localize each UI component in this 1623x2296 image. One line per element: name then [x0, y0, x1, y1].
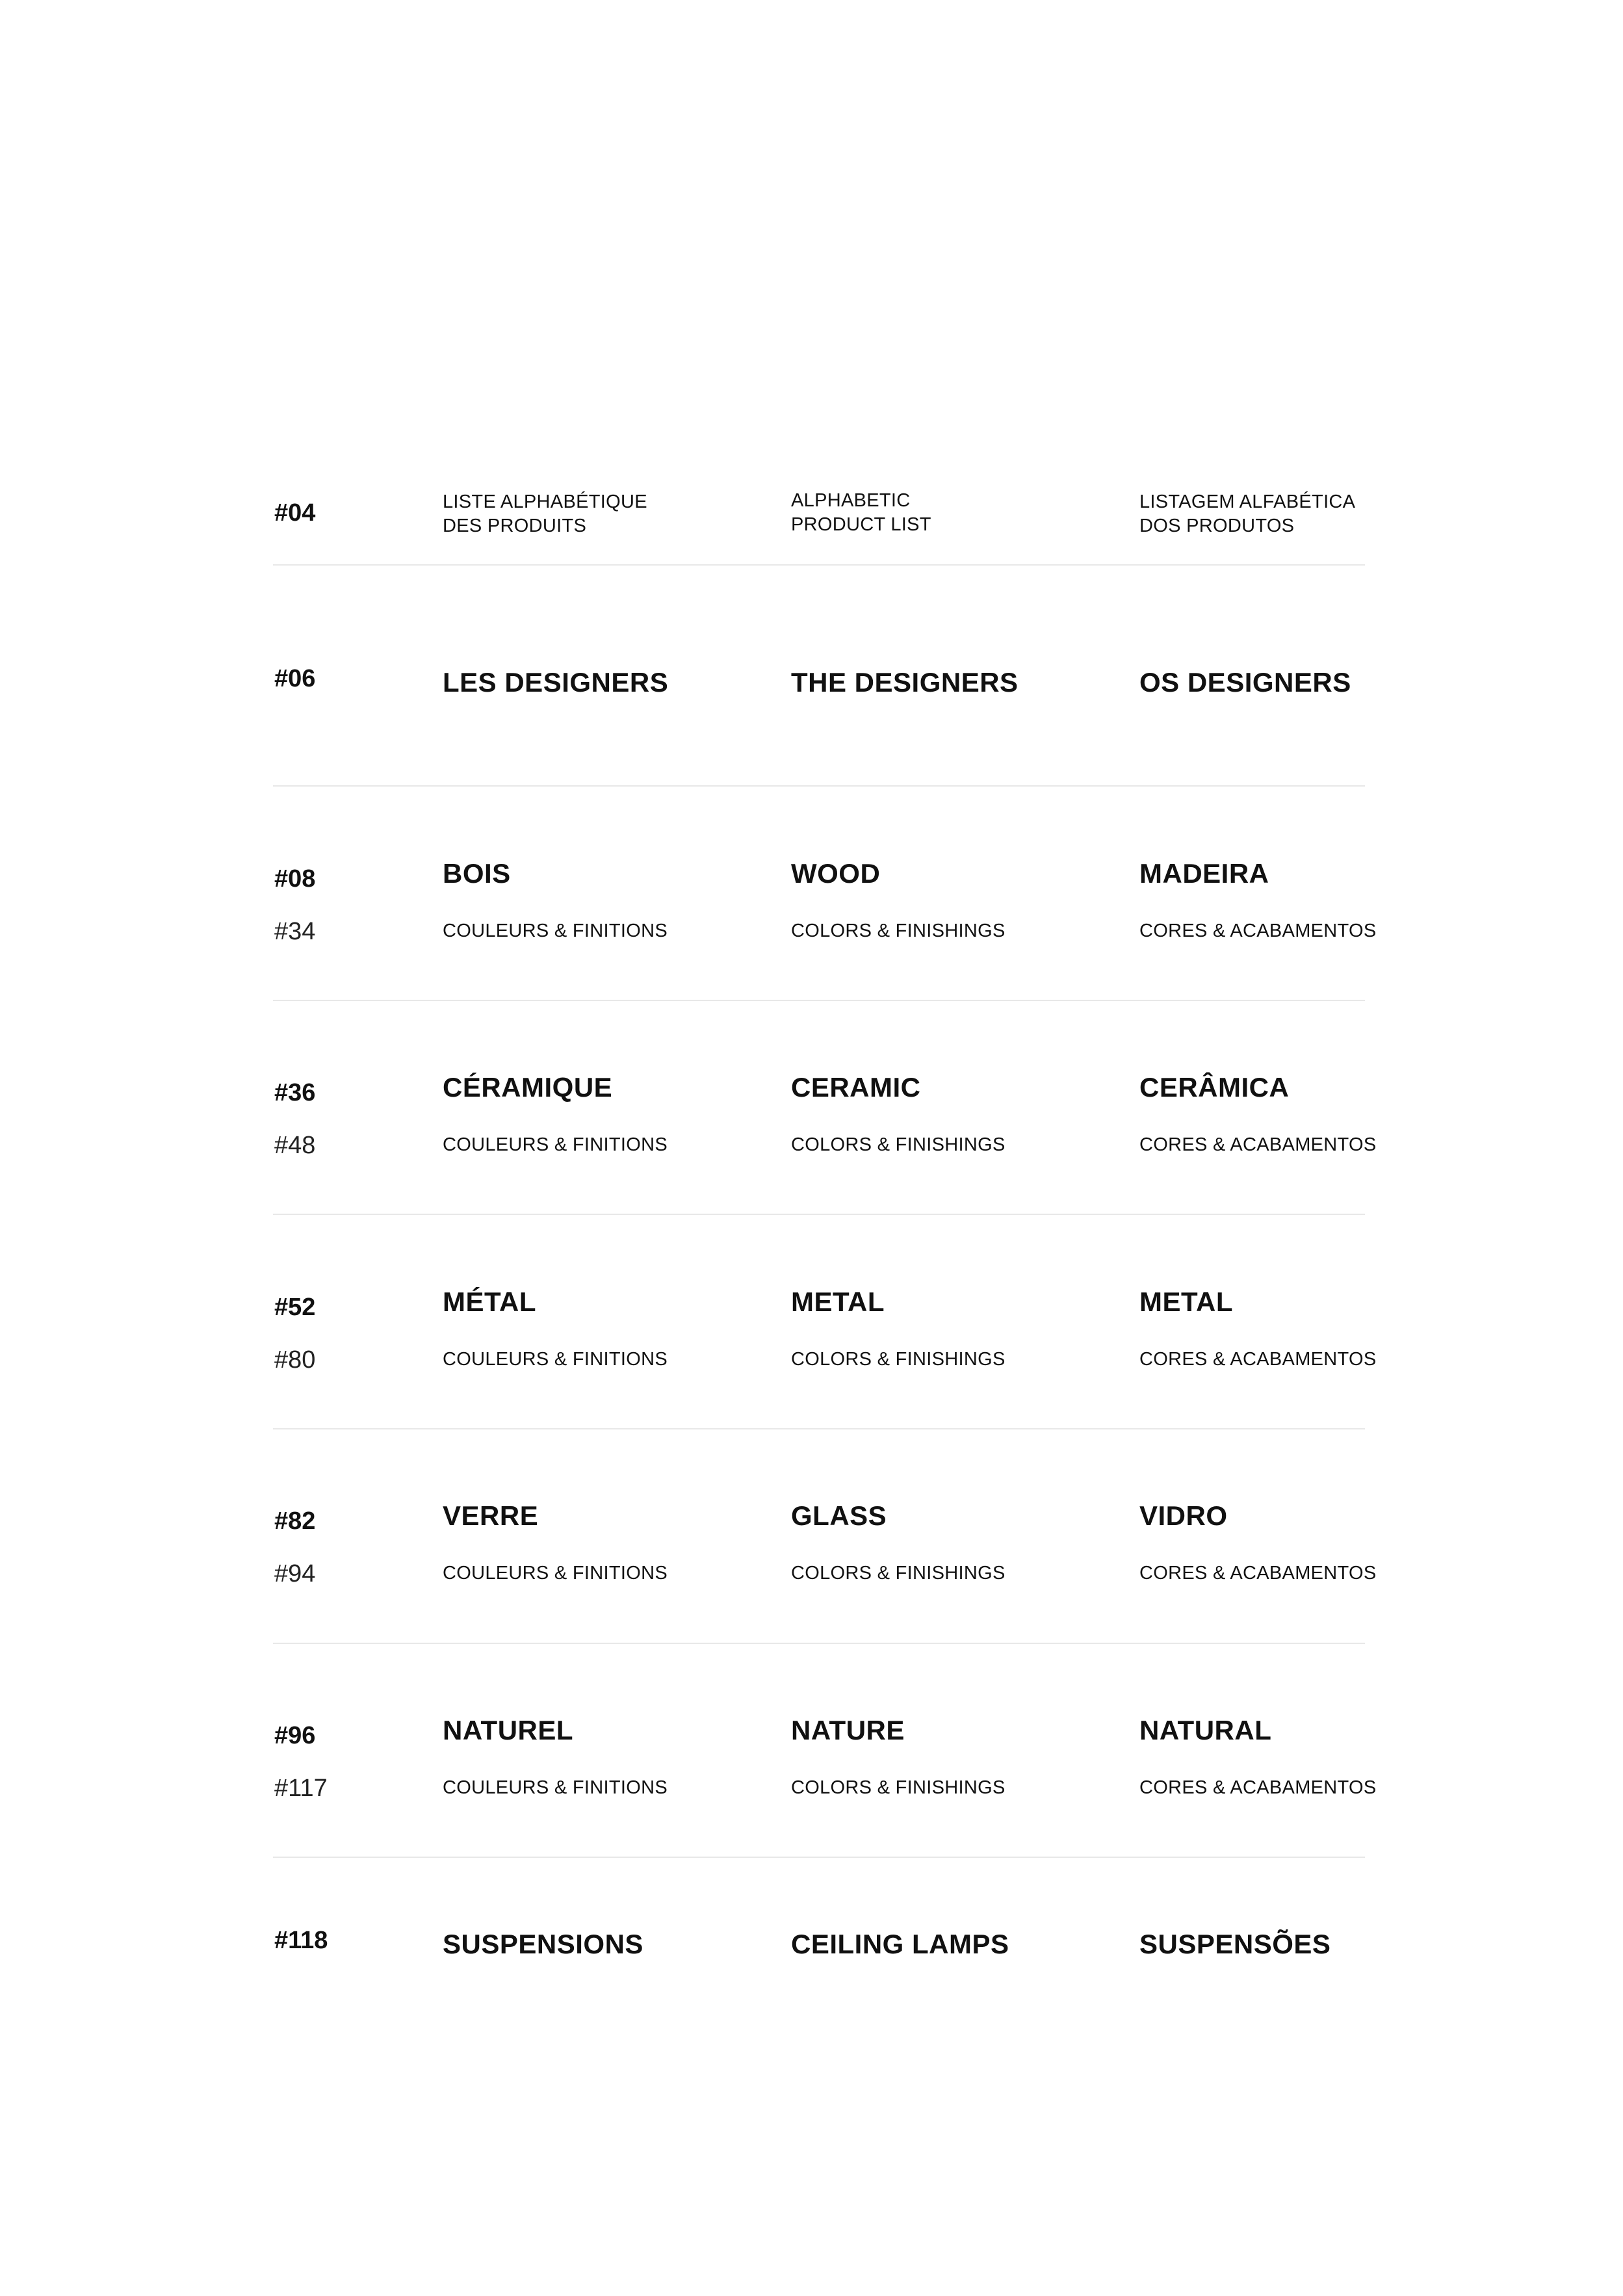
- title-en: [791, 489, 931, 537]
- subtitle-fr: COULEURS & FINITIONS: [443, 920, 668, 941]
- title-pt: SUSPENSÕES: [1139, 1929, 1331, 1959]
- title-en-line-2: PRODUCT LIST: [791, 514, 931, 535]
- divider: [273, 564, 1365, 566]
- title-fr-line-2: DES PRODUITS: [443, 515, 587, 536]
- divider: [273, 1643, 1365, 1644]
- title-fr: CÉRAMIQUE: [443, 1072, 613, 1102]
- divider: [273, 785, 1365, 787]
- subtitle-pt: CORES & ACABAMENTOS: [1139, 920, 1377, 941]
- subtitle-fr: COULEURS & FINITIONS: [443, 1349, 668, 1370]
- sub-page-number: #48: [274, 1132, 316, 1159]
- page-number: #96: [274, 1722, 316, 1749]
- title-pt: METAL: [1139, 1286, 1234, 1317]
- title-en: NATURE: [791, 1715, 905, 1745]
- title-fr: NATUREL: [443, 1715, 574, 1745]
- title-fr: MÉTAL: [443, 1286, 537, 1317]
- title-fr: BOIS: [443, 858, 511, 889]
- title-fr: LES DESIGNERS: [443, 667, 669, 698]
- title-pt: MADEIRA: [1139, 858, 1269, 889]
- title-pt: OS DESIGNERS: [1139, 667, 1351, 698]
- title-en: THE DESIGNERS: [791, 667, 1019, 698]
- divider: [273, 1000, 1365, 1001]
- title-pt-line-1: LISTAGEM ALFABÉTICA: [1139, 491, 1356, 512]
- page-number: #36: [274, 1079, 316, 1106]
- title-fr: SUSPENSIONS: [443, 1929, 643, 1959]
- page-number: #06: [274, 665, 316, 692]
- subtitle-fr: COULEURS & FINITIONS: [443, 1777, 668, 1798]
- title-pt: CERÂMICA: [1139, 1072, 1290, 1102]
- sub-page-number: #94: [274, 1560, 316, 1587]
- subtitle-pt: CORES & ACABAMENTOS: [1139, 1777, 1377, 1798]
- sub-page-number: #80: [274, 1346, 316, 1374]
- subtitle-en: COLORS & FINISHINGS: [791, 920, 1006, 941]
- title-en: WOOD: [791, 858, 881, 889]
- title-en: CEILING LAMPS: [791, 1929, 1009, 1959]
- title-en: METAL: [791, 1286, 885, 1317]
- divider: [273, 1428, 1365, 1429]
- sub-page-number: #117: [274, 1775, 328, 1802]
- subtitle-pt: CORES & ACABAMENTOS: [1139, 1349, 1377, 1370]
- subtitle-en: COLORS & FINISHINGS: [791, 1563, 1006, 1584]
- title-fr: [443, 490, 647, 538]
- title-pt: VIDRO: [1139, 1500, 1228, 1531]
- divider: [273, 1214, 1365, 1215]
- title-en-line-1: ALPHABETIC: [791, 490, 911, 511]
- page-number: #118: [274, 1927, 328, 1954]
- subtitle-pt: CORES & ACABAMENTOS: [1139, 1563, 1377, 1584]
- page-number: #04: [274, 499, 316, 527]
- title-pt: [1139, 490, 1355, 538]
- subtitle-pt: CORES & ACABAMENTOS: [1139, 1134, 1377, 1155]
- page-number: #52: [274, 1294, 316, 1321]
- title-fr: VERRE: [443, 1500, 539, 1531]
- title-pt-line-2: DOS PRODUTOS: [1139, 515, 1295, 536]
- title-en: CERAMIC: [791, 1072, 921, 1102]
- page-number: #82: [274, 1507, 316, 1535]
- subtitle-fr: COULEURS & FINITIONS: [443, 1563, 668, 1584]
- sub-page-number: #34: [274, 918, 316, 945]
- title-en: GLASS: [791, 1500, 887, 1531]
- title-pt: NATURAL: [1139, 1715, 1272, 1745]
- page-number: #08: [274, 865, 316, 893]
- title-fr-line-1: LISTE ALPHABÉTIQUE: [443, 491, 647, 512]
- subtitle-en: COLORS & FINISHINGS: [791, 1134, 1006, 1155]
- subtitle-en: COLORS & FINISHINGS: [791, 1349, 1006, 1370]
- subtitle-fr: COULEURS & FINITIONS: [443, 1134, 668, 1155]
- divider: [273, 1857, 1365, 1858]
- subtitle-en: COLORS & FINISHINGS: [791, 1777, 1006, 1798]
